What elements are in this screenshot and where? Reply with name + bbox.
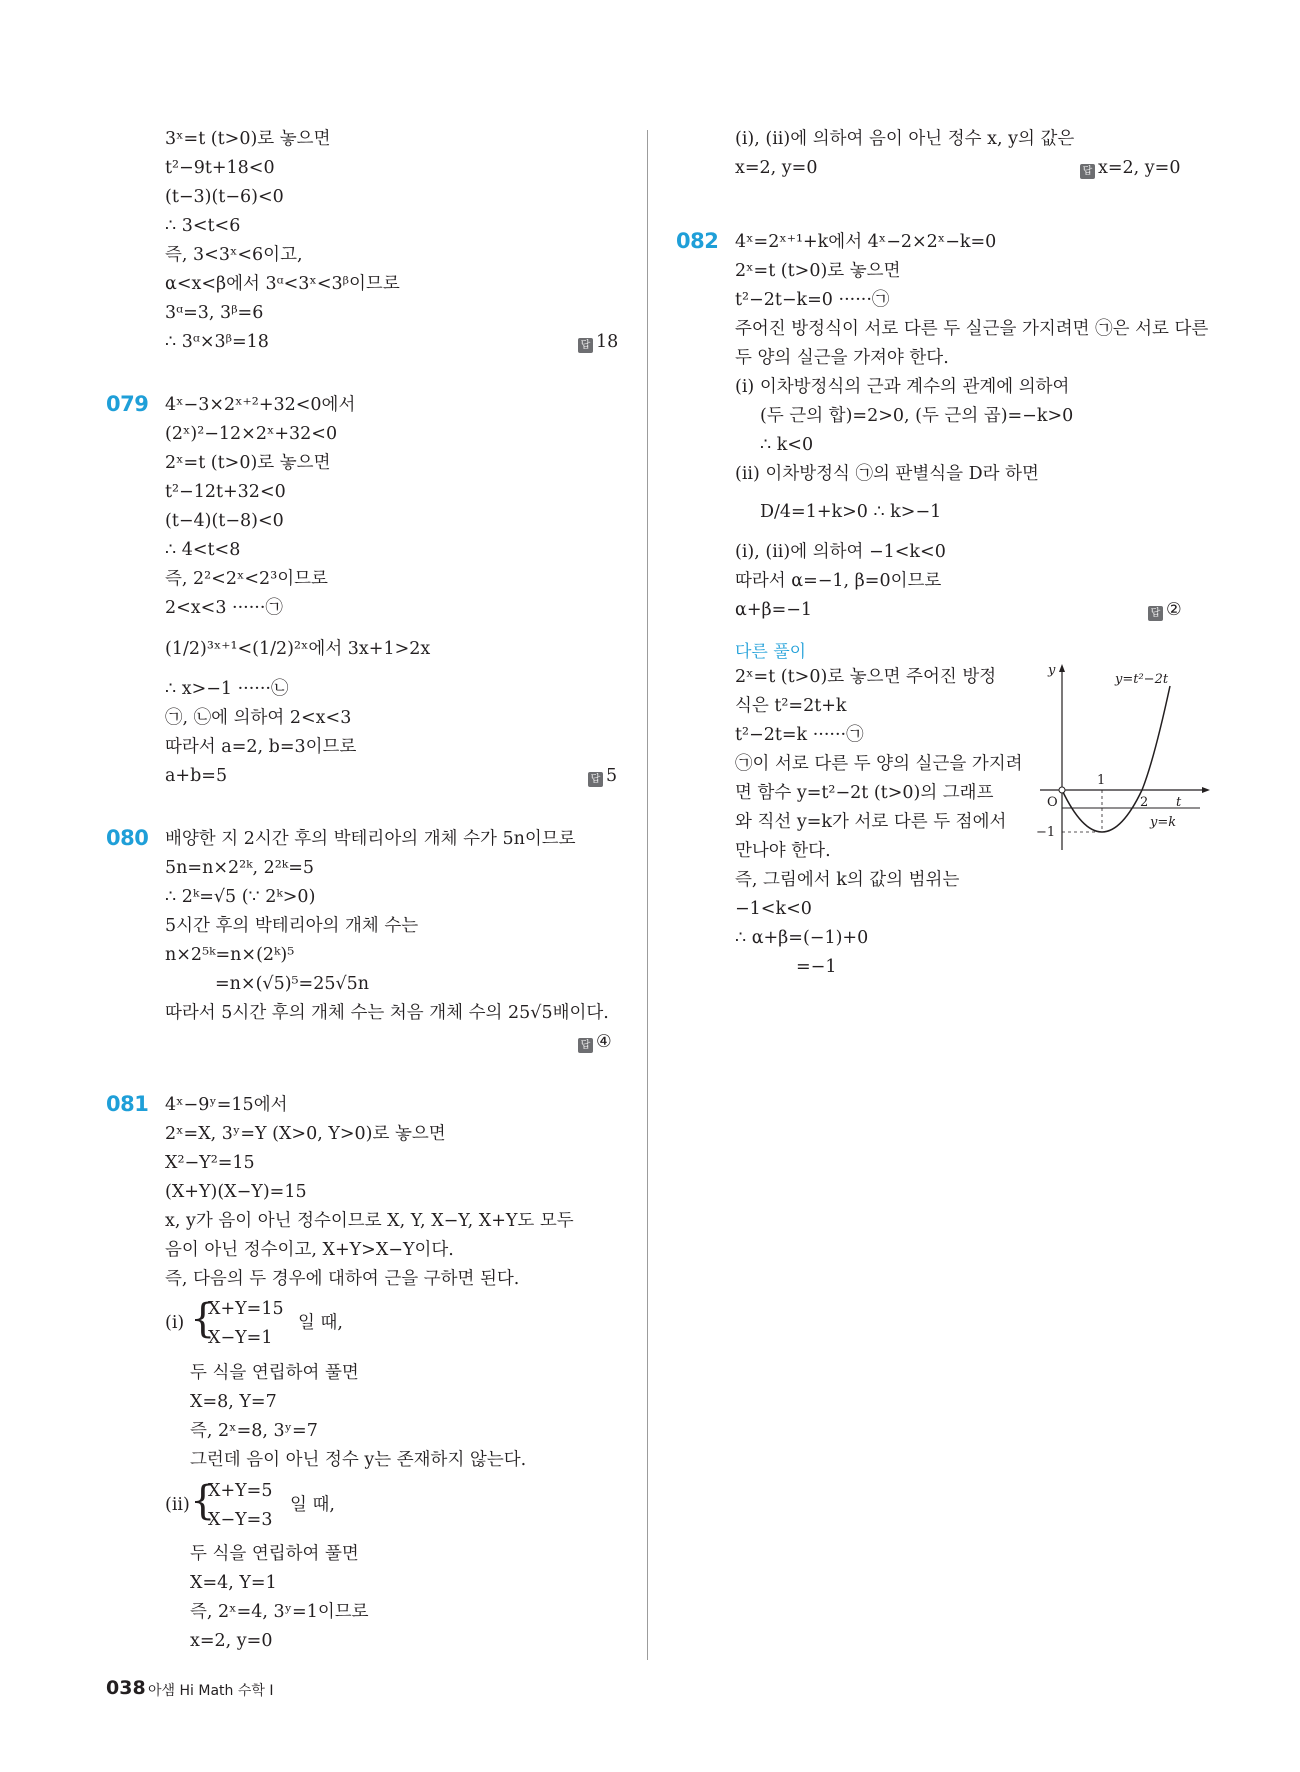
open-point-origin [1059, 787, 1065, 793]
case2-eq2: X−Y=3 [208, 1510, 273, 1530]
tick-two-label: 2 [1140, 795, 1149, 810]
p081-line: x, y가 음이 아닌 정수이므로 X, Y, X−Y, X+Y도 모두 [165, 1211, 574, 1231]
p078-line: 즉, 3<3ˣ<6이고, [165, 245, 303, 265]
p081-line: X²−Y²=15 [165, 1153, 255, 1173]
parabola-graph [1030, 660, 1210, 860]
alt-solution-title: 다른 풀이 [735, 642, 807, 662]
alt-line: 면 함수 y=t²−2t (t>0)의 그래프 [735, 783, 994, 803]
p082-line: (두 근의 합)=2>0, (두 근의 곱)=−k>0 [760, 406, 1074, 426]
book-title: 아샘 Hi Math 수학 I [148, 1683, 274, 1699]
p078-answer: 답 18 [578, 331, 618, 353]
p081-answer: 답 x=2, y=0 [1080, 157, 1180, 179]
alt-line: =−1 [796, 957, 837, 977]
case2-tail: 일 때, [290, 1495, 335, 1515]
y-axis-arrow-icon [1059, 664, 1065, 672]
p082-line: 2ˣ=t (t>0)로 놓으면 [735, 261, 901, 281]
case1-eq2: X−Y=1 [208, 1328, 273, 1348]
p082-line: 주어진 방정식이 서로 다른 두 실근을 가지려면 ㉠은 서로 다른 [735, 319, 1209, 339]
p082-line: 4ˣ=2ˣ⁺¹+k에서 4ˣ−2×2ˣ−k=0 [735, 232, 997, 252]
t-axis-label: t [1176, 795, 1182, 810]
p079-line: (t−4)(t−8)<0 [165, 511, 284, 531]
tick-one-label: 1 [1097, 773, 1106, 788]
p080-answer: 답 ④ [578, 1031, 612, 1053]
p078-line: ∴ 3<t<6 [165, 216, 241, 236]
p081-cont-line: x=2, y=0 [735, 158, 818, 178]
alt-line: 만나야 한다. [735, 841, 831, 861]
problem-number: 080 [106, 826, 149, 850]
case2-label: (ii) [165, 1495, 190, 1515]
y-axis-label: y [1048, 663, 1056, 678]
p079-line: ∴ 4<t<8 [165, 540, 241, 560]
p079-answer: 답 5 [588, 765, 617, 787]
case1-line: 즉, 2ˣ=8, 3ʸ=7 [190, 1421, 318, 1441]
curve-label: y=t²−2t [1115, 672, 1169, 687]
case1-eq1: X+Y=15 [208, 1299, 284, 1319]
p081-line: 2ˣ=X, 3ʸ=Y (X>0, Y>0)로 놓으면 [165, 1124, 446, 1144]
p080-line: 5n=n×2²ᵏ, 2²ᵏ=5 [165, 858, 314, 878]
p082-line: (i), (ii)에 의하여 −1<k<0 [735, 542, 946, 562]
case2-line: 두 식을 연립하여 풀면 [190, 1544, 359, 1564]
alt-line: t²−2t=k ······㉠ [735, 725, 864, 745]
alt-line: −1<k<0 [735, 899, 812, 919]
problem-number: 081 [106, 1092, 149, 1116]
answer-mark-icon: 답 [1080, 164, 1095, 179]
p080-line: 배양한 지 2시간 후의 박테리아의 개체 수가 5n이므로 [165, 829, 576, 849]
p079-line: (2ˣ)²−12×2ˣ+32<0 [165, 424, 338, 444]
p080-line: n×2⁵ᵏ=n×(2ᵏ)⁵ [165, 945, 295, 965]
p079-line: 2ˣ=t (t>0)로 놓으면 [165, 453, 331, 473]
problem-number: 079 [106, 392, 149, 416]
alt-line: ㉠이 서로 다른 두 양의 실근을 가지려 [735, 754, 1023, 774]
case1-line: 그런데 음이 아닌 정수 y는 존재하지 않는다. [190, 1450, 527, 1470]
case2-line: X=4, Y=1 [190, 1573, 277, 1593]
p082-line: t²−2t−k=0 ······㉠ [735, 290, 890, 310]
parabola-curve [1062, 686, 1170, 832]
answer-mark-icon: 답 [1148, 606, 1163, 621]
p082-line: ∴ k<0 [760, 435, 814, 455]
p080-line: ∴ 2ᵏ=√5 (∵ 2ᵏ>0) [165, 887, 316, 907]
alt-line: 즉, 그림에서 k의 값의 범위는 [735, 870, 960, 890]
p079-line: 2<x<3 ······㉠ [165, 598, 283, 618]
p079-line: (1/2)³ˣ⁺¹<(1/2)²ˣ에서 3x+1>2x [165, 639, 431, 659]
p078-line: ∴ 3ᵅ×3ᵝ=18 [165, 332, 269, 352]
alt-line: 와 직선 y=k가 서로 다른 두 점에서 [735, 812, 1007, 832]
alt-line: ∴ α+β=(−1)+0 [735, 928, 869, 948]
t-axis-arrow-icon [1202, 787, 1210, 793]
p081-cont-line: (i), (ii)에 의하여 음이 아닌 정수 x, y의 값은 [735, 129, 1075, 149]
p080-line: =n×(√5)⁵=25√5n [215, 974, 370, 994]
p081-line: 즉, 다음의 두 경우에 대하여 근을 구하면 된다. [165, 1269, 520, 1289]
p079-line: a+b=5 [165, 766, 228, 786]
p079-line: ∴ x>−1 ······㉡ [165, 679, 289, 699]
answer-mark-icon: 답 [578, 338, 593, 353]
p081-line: (X+Y)(X−Y)=15 [165, 1182, 307, 1202]
p078-line: t²−9t+18<0 [165, 158, 275, 178]
p082-line: (ii) 이차방정식 ㉠의 판별식을 D라 하면 [735, 464, 1039, 484]
p078-line: 3ᵅ=3, 3ᵝ=6 [165, 303, 264, 323]
p082-line: 따라서 α=−1, β=0이므로 [735, 571, 942, 591]
case2-brace: { [190, 1478, 216, 1524]
alt-line: 식은 t²=2t+k [735, 696, 847, 716]
case2-line: x=2, y=0 [190, 1631, 273, 1651]
case2-line: 즉, 2ˣ=4, 3ʸ=1이므로 [190, 1602, 369, 1622]
p078-line: (t−3)(t−6)<0 [165, 187, 284, 207]
p079-line: ㉠, ㉡에 의하여 2<x<3 [165, 708, 352, 728]
p081-line: 4ˣ−9ʸ=15에서 [165, 1095, 288, 1115]
case1-brace: { [190, 1296, 216, 1342]
p078-line: α<x<β에서 3ᵅ<3ˣ<3ᵝ이므로 [165, 274, 400, 294]
p082-line: α+β=−1 [735, 600, 813, 620]
p082-line: 두 양의 실근을 가져야 한다. [735, 348, 949, 368]
p080-line: 5시간 후의 박테리아의 개체 수는 [165, 916, 419, 936]
alt-line: 2ˣ=t (t>0)로 놓으면 주어진 방정 [735, 667, 997, 687]
case1-tail: 일 때, [298, 1313, 343, 1333]
p079-line: t²−12t+32<0 [165, 482, 286, 502]
tick-neg-one-label: −1 [1036, 825, 1056, 840]
p079-line: 따라서 a=2, b=3이므로 [165, 737, 357, 757]
p082-answer: 답 ② [1148, 599, 1182, 621]
line-label: y=k [1150, 815, 1177, 830]
case1-label: (i) [165, 1313, 185, 1333]
p082-line: (i) 이차방정식의 근과 계수의 관계에 의하여 [735, 377, 1070, 397]
origin-label: O [1047, 795, 1058, 810]
p082-line: D/4=1+k>0 ∴ k>−1 [760, 502, 942, 522]
column-divider [647, 130, 648, 1660]
case1-line: 두 식을 연립하여 풀면 [190, 1363, 359, 1383]
case1-line: X=8, Y=7 [190, 1392, 277, 1412]
p078-line: 3ˣ=t (t>0)로 놓으면 [165, 129, 331, 149]
p080-line: 따라서 5시간 후의 개체 수는 처음 개체 수의 25√5배이다. [165, 1003, 609, 1023]
p079-line: 4ˣ−3×2ˣ⁺²+32<0에서 [165, 395, 356, 415]
page-number: 038 [106, 1677, 146, 1699]
problem-number: 082 [676, 229, 719, 253]
case2-eq1: X+Y=5 [208, 1481, 273, 1501]
p079-line: 즉, 2²<2ˣ<2³이므로 [165, 569, 328, 589]
p081-line: 음이 아닌 정수이고, X+Y>X−Y이다. [165, 1240, 454, 1260]
answer-mark-icon: 답 [578, 1038, 593, 1053]
answer-mark-icon: 답 [588, 772, 603, 787]
